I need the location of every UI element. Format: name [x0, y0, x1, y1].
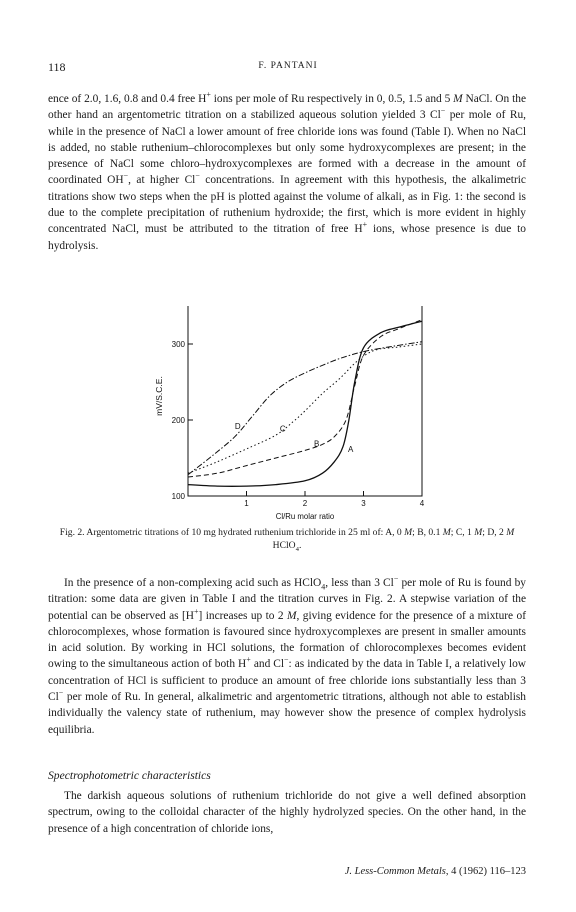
titration-chart — [150, 296, 440, 526]
body-paragraph: The darkish aqueous solutions of ruthenium trichloride do not give a well defined absorption spectrum, owing to the colloidal character of the highly hydrolyzed species. On the other hand, in the presence of a high concentration of chloride ions, — [48, 790, 526, 835]
series-line-c — [188, 344, 422, 473]
chart-axes — [188, 306, 422, 496]
figure-caption: Fig. 2. Argentometric titrations of 10 mg hydrated ruthenium trichloride in 25 ml of: A, 0 M; B, 0.1 M; C, 1 M; D, 2 M HClO$_4$. — [59, 527, 515, 553]
y-axis-label: mV/S.C.E. — [154, 376, 164, 416]
y-tick-label: 100 — [171, 492, 185, 501]
section-heading: Spectrophotometric characteristics — [48, 769, 211, 782]
series-lines — [188, 320, 422, 487]
series-line-d — [188, 342, 422, 475]
series-line-b — [188, 320, 422, 477]
running-head: F. PANTANI — [258, 61, 318, 71]
journal-name: J. Less-Common Metals — [344, 866, 446, 877]
curve-label-b: B — [314, 439, 320, 449]
x-ticks — [244, 491, 425, 508]
page-number: 118 — [48, 60, 66, 74]
series-line-a — [188, 321, 422, 486]
curve-label-a: A — [347, 444, 354, 454]
x-tick-label: 1 — [244, 499, 249, 508]
body-paragraph: ence of 2.0, 1.6, 0.8 and 0.4 free H+ ions per mole of Ru respectively in 0, 0.5, 1.5 and 5 M NaCl. On the other hand an argentometric titration on a stabilized aqueous solution yielded 3 Cl− per mole of Ru, while in the presence of NaCl a lower amount of free chloride ions was found (Table I). When no NaCl is added, no stable ruthenium–chlorocomplexes but only some hydroxycomplexes are present; in the presence of NaCl some chloro–hydroxycomplexes are formed with a decrease in the amount of coordinated OH−, at higher Cl− concentrations. In agreement with this hypothesis, the alkalimetric titrations show two steps when the pH is plotted against the volume of alkali, as in Fig. 1: the second is due to the complete precipitation of ruthenium hydroxide; the first, which is more evident in highly concentrated NaCl, must be attributed to the titration of free H+ ions, whose presence is due to hydrolysis. — [48, 90, 526, 252]
curve-labels — [235, 422, 354, 454]
chart-frame — [188, 306, 422, 496]
y-tick-label: 300 — [171, 340, 185, 349]
journal-citation: , 4 (1962) 116–123 — [445, 866, 526, 877]
y-tick-label: 200 — [171, 416, 185, 425]
x-axis-label: Cl/Ru molar ratio — [275, 512, 335, 521]
body-paragraph: In the presence of a non-complexing acid such as HClO$_4$, less than 3 Cl− per mole of Ru is found by titration: some data are given in Table I and the titration curves in Fig. 2. A stepwise variation of the potential can be observed as [H+] increases up to 2 M, giving evidence for the presence of a mixture of chlorocomplexes, whose formation is favoured since hydroxycomplexes are present in smaller amounts in acid solution. By working in HCl solutions, the formation of chlorocomplexes becomes evident owing to the simultaneous action of both H+ and Cl−: as indicated by the data in Table I, a relatively low concentration of HCl is sufficient to produce an amount of free chloride ions substantially less than 3 Cl− per mole of Ru. In general, alkalimetric and argentometric titrations, although not able to establish individually the valency state of ruthenium, may however show the presence of complex hydrolysis equilibria. — [48, 574, 526, 736]
journal-footer — [345, 866, 526, 877]
x-tick-label: 3 — [361, 499, 366, 508]
curve-label-c: C — [279, 424, 286, 434]
curve-label-d: D — [234, 422, 241, 432]
x-tick-label: 2 — [302, 499, 308, 508]
x-tick-label: 4 — [419, 499, 425, 508]
